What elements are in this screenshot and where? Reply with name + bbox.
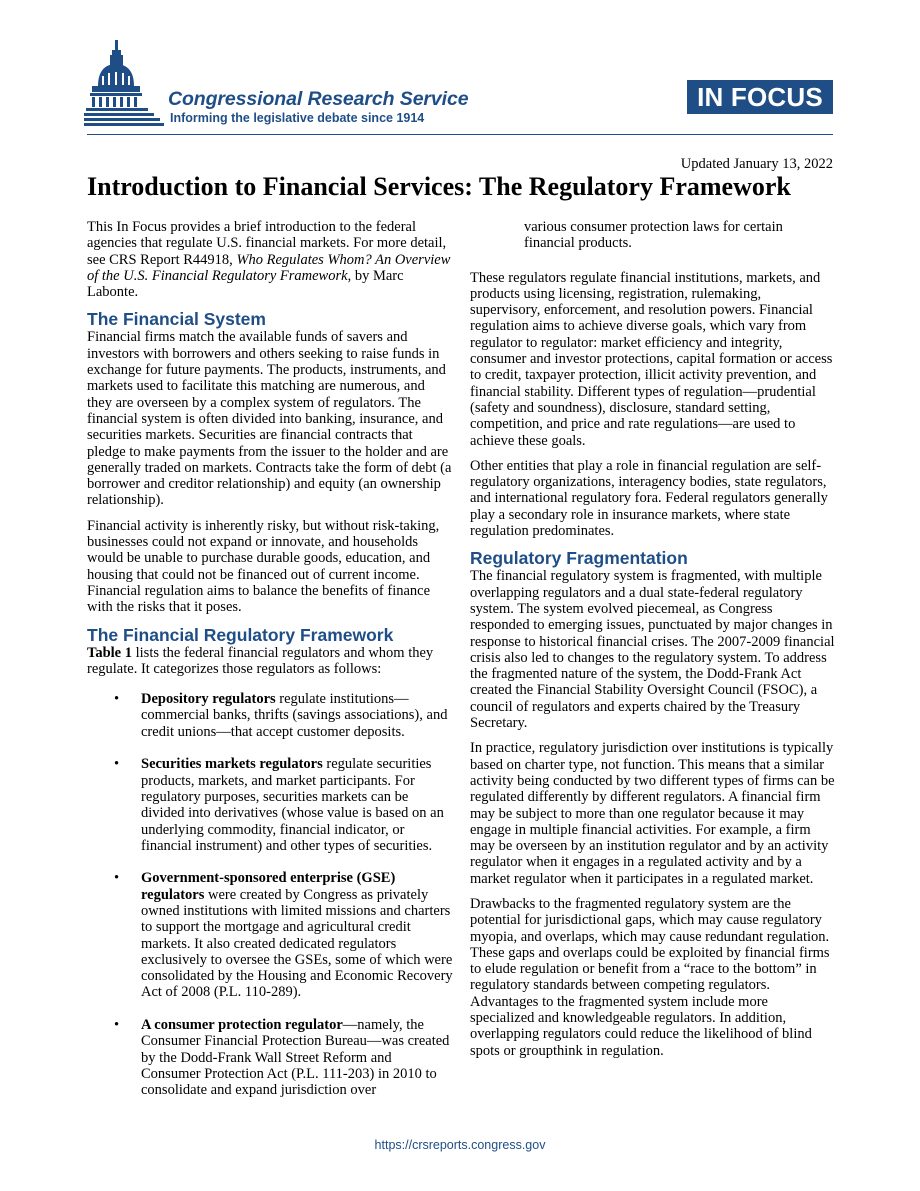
list-item [114, 756, 453, 854]
bullet-term: Government-sponsored enterprise (GSE) regulators [141, 870, 396, 903]
heading-financial-system: The Financial System [87, 309, 266, 330]
bullet-term: Securities markets regulators [141, 756, 323, 773]
framework-intro-paragraph [87, 645, 453, 678]
header-divider [87, 134, 833, 135]
bullet-icon: • [114, 691, 120, 708]
regulator-category-list [87, 691, 453, 1098]
other-entities-paragraph: Other entities that play a role in financial regulation are self-regulatory organizations, interagency bodies, state regulators, and international regulatory fora. Federal regulators generally play a secondary role in insurance markets, where state regulation predominates. [470, 457, 828, 540]
bullet-text: were created by Congress as privately owned institutions with limited missions and charters to support the mortgage and agricultural credit markets. It also created dedicated regulators exclusively to oversee the GSEs, some of which were consolidated by the Housing and Economic Recovery Act of 2008 (P.L. 110-289). [141, 886, 453, 1001]
bullet-text: regulate institutions—commercial banks, thrifts (savings associations), and credit unions—that accept customer deposits. [141, 691, 448, 740]
intro-paragraph [87, 219, 453, 300]
bullet-continuation: various consumer protection laws for certain financial products. [524, 219, 783, 252]
list-item [114, 691, 453, 740]
updated-date: Updated January 13, 2022 [680, 156, 833, 172]
regulation-powers-paragraph: These regulators regulate financial institutions, markets, and products using licensing, registration, rulemaking, supervisory, enforcement, and resolution powers. Financial regulation aims to achieve diverse goals, which vary from regulator to regulator: market efficiency and integrity, consumer and investor protections, capital formation or access to credit, taxpayer protection, illicit activity prevention, and financial stability. Different types of regulation—prudential (safety and soundness), disclosure, standard setting, competition, and price and rate regulations—are used to achieve these goals. [470, 269, 833, 449]
fragmentation-paragraph-3: Drawbacks to the fragmented regulatory system are the potential for jurisdictional gaps, which may cause regulatory myopia, and overlaps, which may cause redundant regulation. These gaps and overlaps could be exploited by financial firms to elude regulation or benefit from a “race to the bottom” in regulatory standards between competing regulators. Advantages to the fragmented system include more specialized and knowledgeable regulators. In addition, overlapping regulators could reduce the likelihood of blind spots or groupthink in regulation. [470, 895, 830, 1059]
intro-text: This In Focus provides a brief introduction to the federal agencies that regulate U.S. financial markets. For more detail, see CRS Report R44918, [87, 219, 447, 268]
financial-system-paragraph-2: Financial activity is inherently risky, but without risk-taking, businesses could not expand or innovate, and households would be unable to purchase durable goods, education, and housing that could not be financed out of current income. Financial regulation aims to balance the benefits of finance with the risks that it poses. [87, 517, 440, 616]
financial-system-paragraph-1: Financial firms match the available funds of savers and investors with borrowers and others seeking to raise funds in exchange for future payments. The products, instruments, and markets used to facilitate this matching are numerous, and they are overseen by a complex system of regulators. The financial system is often divided into banking, insurance, and securities markets. Securities are financial contracts that pledge to make payments from the issuer to the holder and are generally traded on markets. Contracts take the form of debt (a borrower and creditor relationship) and equity (an ownership relationship). [87, 329, 452, 509]
org-tagline: Informing the legislative debate since 1914 [170, 111, 425, 125]
report-title-link: Who Regulates Whom? An Overview of the U.S. Financial Regulatory Framework [87, 251, 451, 284]
table-reference: Table 1 [87, 644, 132, 661]
heading-regulatory-fragmentation: Regulatory Fragmentation [470, 548, 688, 569]
footer-url-link[interactable]: https://crsreports.congress.gov [374, 1138, 546, 1152]
bullet-text: —namely, the Consumer Financial Protection Bureau—was created by the Dodd-Frank Wall Street Reform and Consumer Protection Act (P.L. 111-203) in 2010 to consolidate and expand jurisdiction over [141, 1017, 450, 1099]
list-item [114, 870, 453, 1001]
org-name: Congressional Research Service [168, 88, 469, 110]
bullet-icon: • [114, 1017, 120, 1034]
bullet-icon: • [114, 870, 120, 887]
bullet-term: A consumer protection regulator [141, 1017, 343, 1034]
list-item [114, 1017, 453, 1099]
page-title: Introduction to Financial Services: The Regulatory Framework [87, 172, 791, 201]
bullet-icon: • [114, 756, 120, 773]
in-focus-badge: IN FOCUS [687, 80, 833, 114]
fragmentation-paragraph-1: The financial regulatory system is fragmented, with multiple overlapping regulators and a dual state-federal regulatory system. The system evolved piecemeal, as Congress responded to emerging issues, punctuated by major changes in response to historical financial crises. The 2007-2009 financial crisis also led to changes to the regulatory system. To address the fragmented nature of the system, the Dodd-Frank Act created the Financial Stability Oversight Council (FSOC), a council of regulators and experts chaired by the Treasury Secretary. [470, 568, 835, 732]
page-header [0, 0, 920, 140]
capitol-dome-logo [84, 40, 166, 128]
intro-author: , by Marc Labonte. [87, 267, 404, 301]
bullet-term: Depository regulators [141, 691, 276, 708]
fragmentation-paragraph-2: In practice, regulatory jurisdiction over institutions is typically based on charter type, not function. This means that a similar activity being conducted by two different types of firms can be regulated differently by different regulators. A financial firm may be subject to more than one regulator because it may engage in multiple financial activities. For example, a firm may be overseen by an institution regulator and by an activity regulator when it engages in a regulated activity and by a market regulator when it participates in a regulated market. [470, 740, 835, 887]
right-column [470, 219, 835, 1068]
heading-regulatory-framework: The Financial Regulatory Framework [87, 624, 394, 645]
left-column [87, 219, 453, 1115]
bullet-text: regulate securities products, markets, and market participants. For regulatory purposes, securities markets can be divided into derivatives (whose value is based on an underlying commodity, financial indicator, or financial instrument) and other types of securities. [141, 756, 444, 854]
framework-intro-text: lists the federal financial regulators and whom they regulate. It categorizes those regulators as follows: [87, 644, 434, 677]
